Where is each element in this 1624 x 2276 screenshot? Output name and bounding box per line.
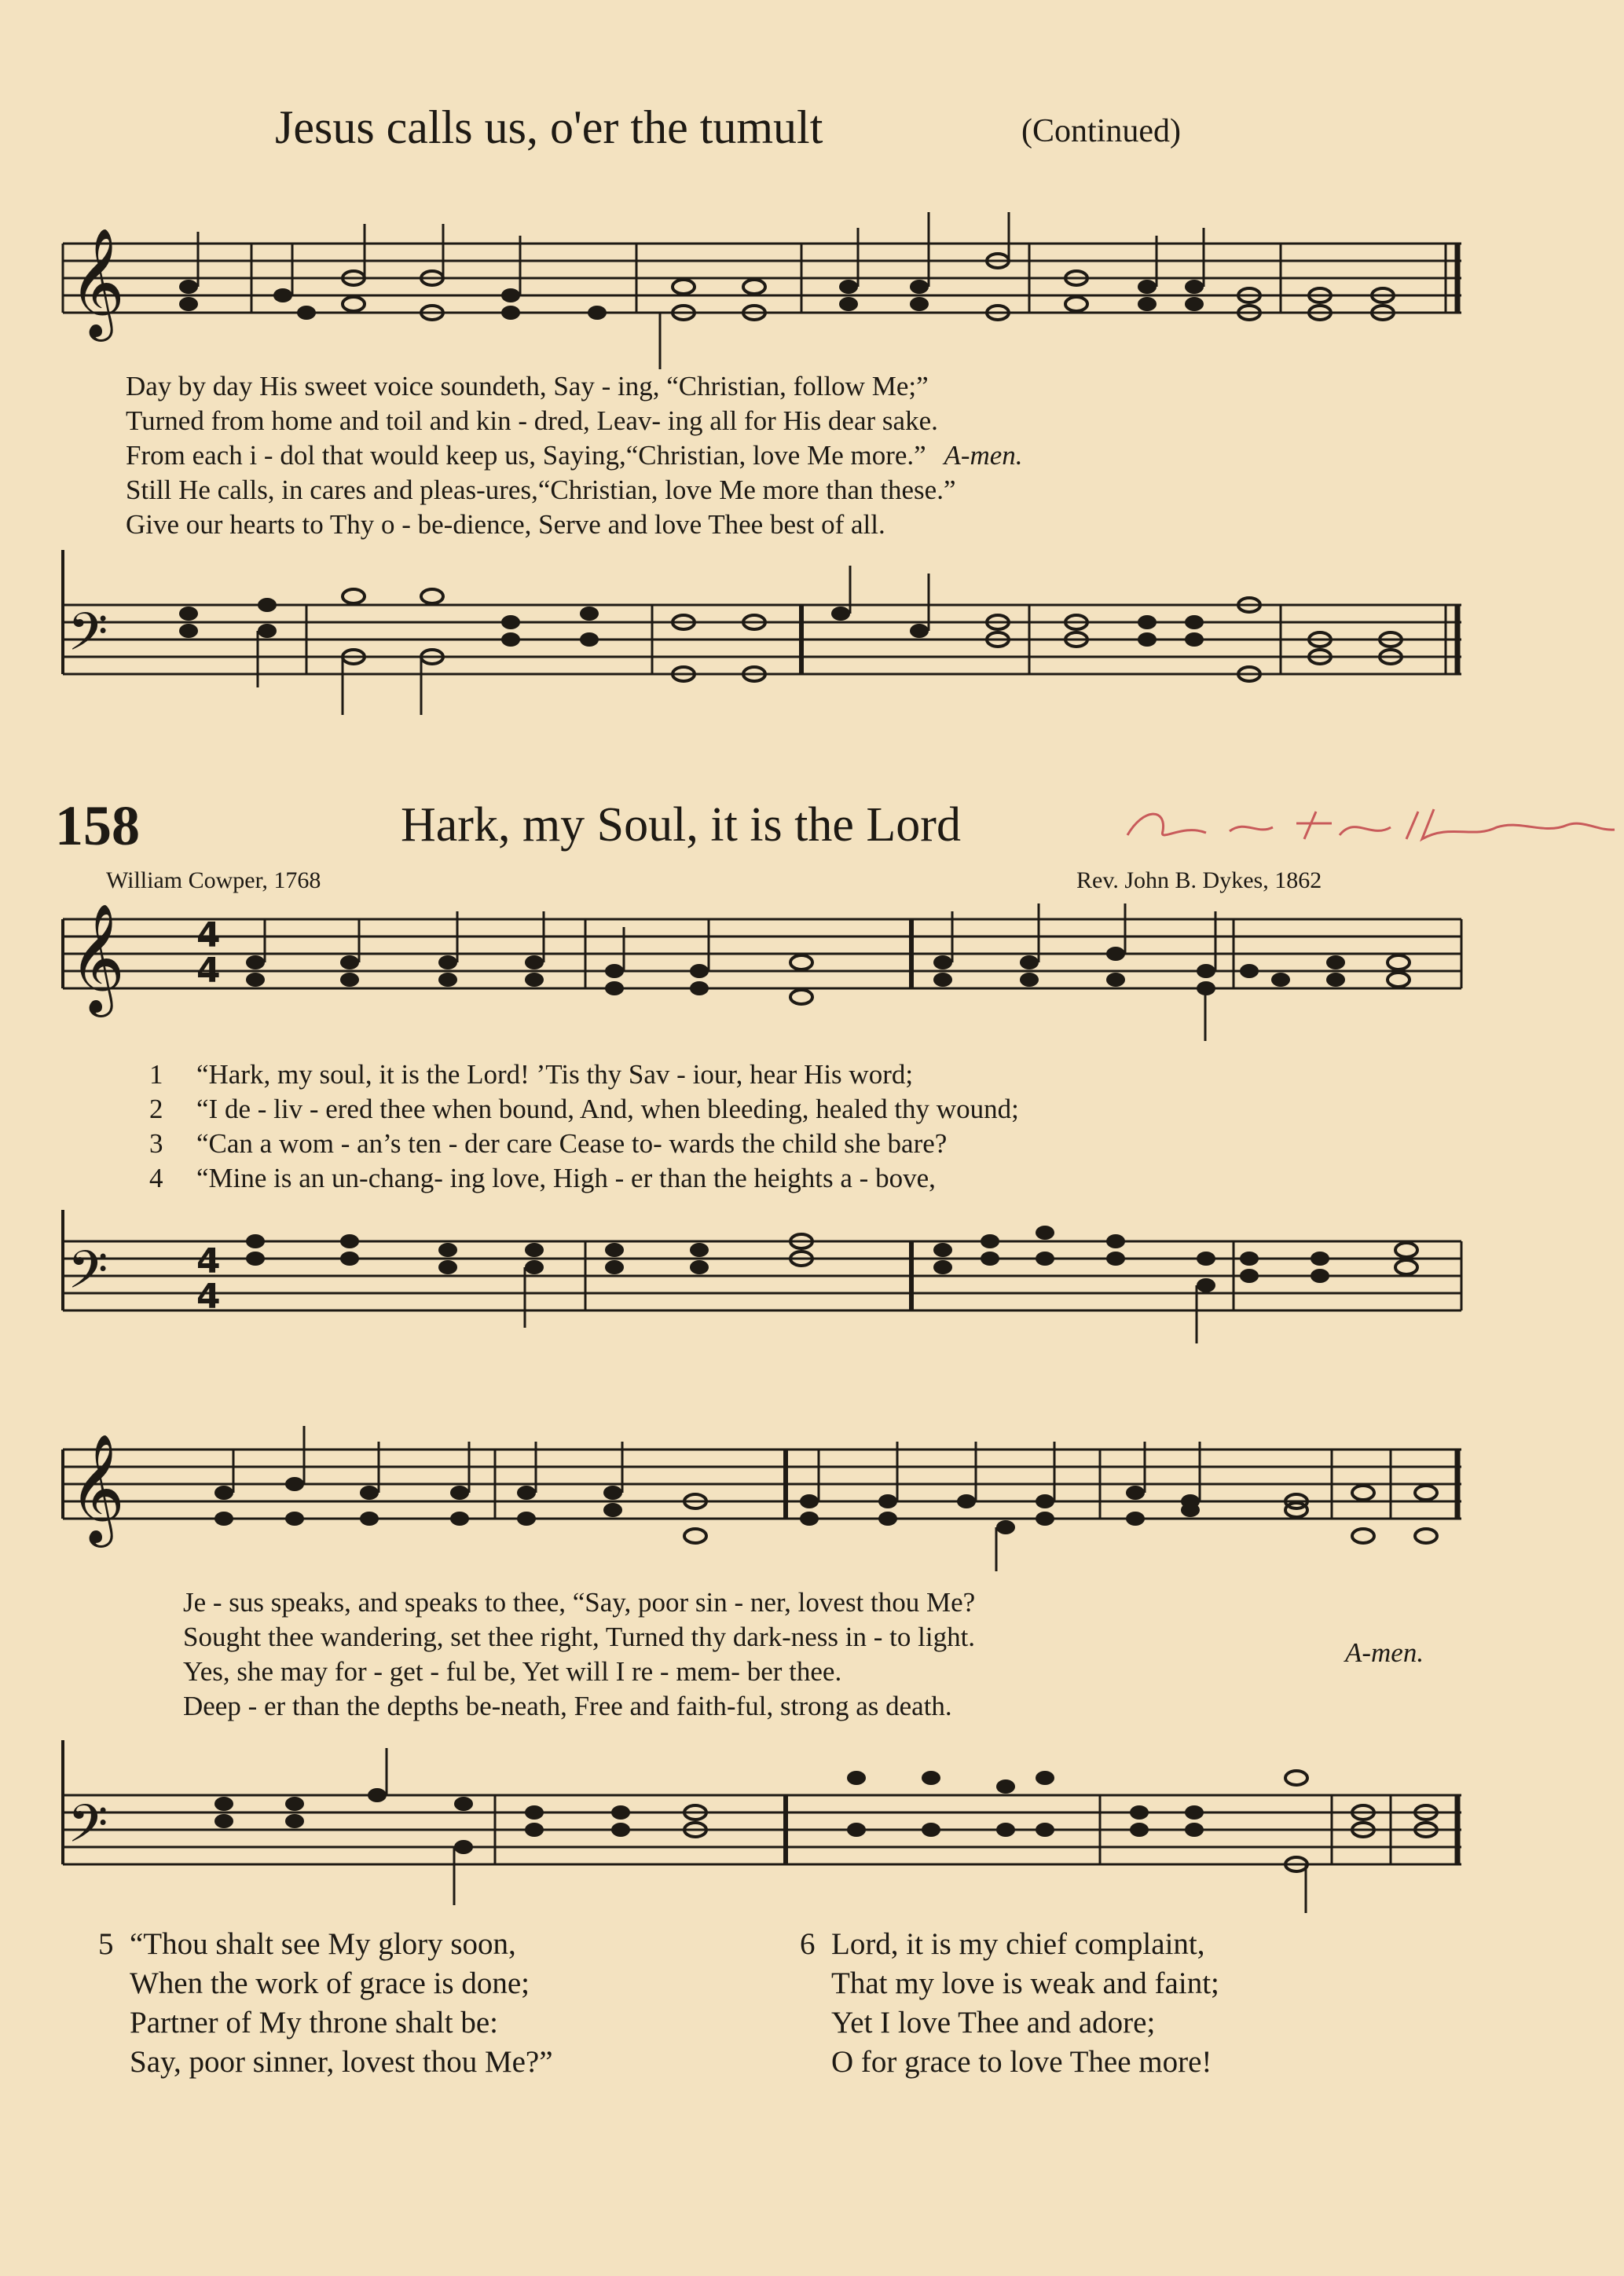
svg-text:𝄞: 𝄞 bbox=[69, 228, 125, 337]
lyric-b-line-2: Sought thee wandering, set thee right, Turned thy dark-ness in - to light. bbox=[183, 1622, 976, 1652]
staff-system-3-bass bbox=[55, 1740, 1469, 1913]
staff-system-2-bass bbox=[55, 1210, 1469, 1367]
verse-6 bbox=[800, 1925, 1219, 2082]
top-amen: A-men. bbox=[944, 440, 1023, 471]
lyric-b-line-3: Yes, she may for - get - ful be, Yet will I re - mem- ber thee. bbox=[183, 1656, 842, 1687]
composer-credit: Rev. John B. Dykes, 1862 bbox=[1076, 867, 1322, 893]
verse-number-2: 2 bbox=[149, 1094, 163, 1124]
svg-text:𝄞: 𝄞 bbox=[69, 1434, 125, 1543]
verse-6-number: 6 bbox=[800, 1927, 816, 1961]
lyric-b-line-4: Deep - er than the depths be-neath, Free and faith-ful, strong as death. bbox=[183, 1691, 952, 1721]
lyric-a-line-4: “Mine is an un-chang- ing love, High - er than the heights a - bove, bbox=[196, 1163, 936, 1193]
staff-system-1-bass bbox=[55, 550, 1469, 723]
svg-text:4: 4 bbox=[196, 1241, 221, 1281]
svg-text:𝄢: 𝄢 bbox=[68, 1240, 108, 1313]
verse-number-3: 3 bbox=[149, 1128, 163, 1159]
verse-lyrics-a bbox=[149, 1057, 1019, 1196]
top-lyric-line-4: Still He calls, in cares and pleas-ures,“Christian, love Me more than these.” bbox=[126, 475, 956, 505]
verse-number-1: 1 bbox=[149, 1059, 163, 1090]
top-lyric-line-1: Day by day His sweet voice soundeth, Say - ing, “Christian, follow Me;” bbox=[126, 371, 929, 401]
amen-label: A-men. bbox=[1345, 1637, 1424, 1668]
svg-text:4: 4 bbox=[196, 1277, 221, 1317]
staff-system-1-treble bbox=[55, 212, 1469, 369]
top-lyrics bbox=[126, 369, 1023, 542]
verse-5-number: 5 bbox=[98, 1927, 114, 1961]
top-lyric-line-5: Give our hearts to Thy o - be-dience, Serve and love Thee best of all. bbox=[126, 509, 885, 540]
svg-text:𝄢: 𝄢 bbox=[68, 1794, 108, 1867]
staff-system-2-treble bbox=[55, 896, 1469, 1053]
verse-6-line-3: Yet I love Thee and adore; bbox=[831, 2006, 1156, 2040]
lyric-a-line-1: “Hark, my soul, it is the Lord! ’Tis thy Sav - iour, hear His word; bbox=[196, 1059, 914, 1090]
staff-system-3-treble bbox=[55, 1426, 1469, 1583]
verse-number-4: 4 bbox=[149, 1163, 163, 1193]
verse-lyrics-b bbox=[183, 1585, 975, 1724]
handwritten-annotation bbox=[1120, 800, 1622, 847]
svg-text:4: 4 bbox=[196, 915, 221, 955]
verse-5-line-4: Say, poor sinner, lovest thou Me?” bbox=[130, 2045, 553, 2079]
svg-text:𝄞: 𝄞 bbox=[69, 903, 125, 1013]
hymn-title: Hark, my Soul, it is the Lord bbox=[401, 798, 961, 852]
top-lyric-line-2: Turned from home and toil and kin - dred, Leav- ing all for His dear sake. bbox=[126, 405, 938, 436]
continued-label: (Continued) bbox=[1021, 113, 1181, 149]
top-lyric-line-3: From each i - dol that would keep us, Saying,“Christian, love Me more.” bbox=[126, 440, 926, 471]
hymn-title-continued: Jesus calls us, o'er the tumult bbox=[275, 101, 823, 153]
verse-6-line-4: O for grace to love Thee more! bbox=[831, 2045, 1212, 2079]
lyric-a-line-3: “Can a wom - an’s ten - der care Cease to- wards the child she bare? bbox=[196, 1128, 948, 1159]
author-credit: William Cowper, 1768 bbox=[106, 867, 321, 893]
hymn-number: 158 bbox=[55, 794, 140, 857]
lyric-a-line-2: “I de - liv - ered thee when bound, And, when bleeding, healed thy wound; bbox=[196, 1094, 1019, 1124]
verse-5 bbox=[98, 1925, 553, 2082]
lyric-b-line-1: Je - sus speaks, and speaks to thee, “Say, poor sin - ner, lovest thou Me? bbox=[183, 1587, 976, 1618]
svg-text:4: 4 bbox=[196, 951, 221, 991]
verse-5-line-3: Partner of My throne shalt be: bbox=[130, 2006, 498, 2040]
verse-6-line-2: That my love is weak and faint; bbox=[831, 1966, 1219, 2000]
verse-5-line-2: When the work of grace is done; bbox=[130, 1966, 530, 2000]
svg-text:𝄢: 𝄢 bbox=[68, 602, 108, 675]
verse-6-line-1: Lord, it is my chief complaint, bbox=[831, 1927, 1205, 1961]
verse-5-line-1: “Thou shalt see My glory soon, bbox=[130, 1927, 516, 1961]
